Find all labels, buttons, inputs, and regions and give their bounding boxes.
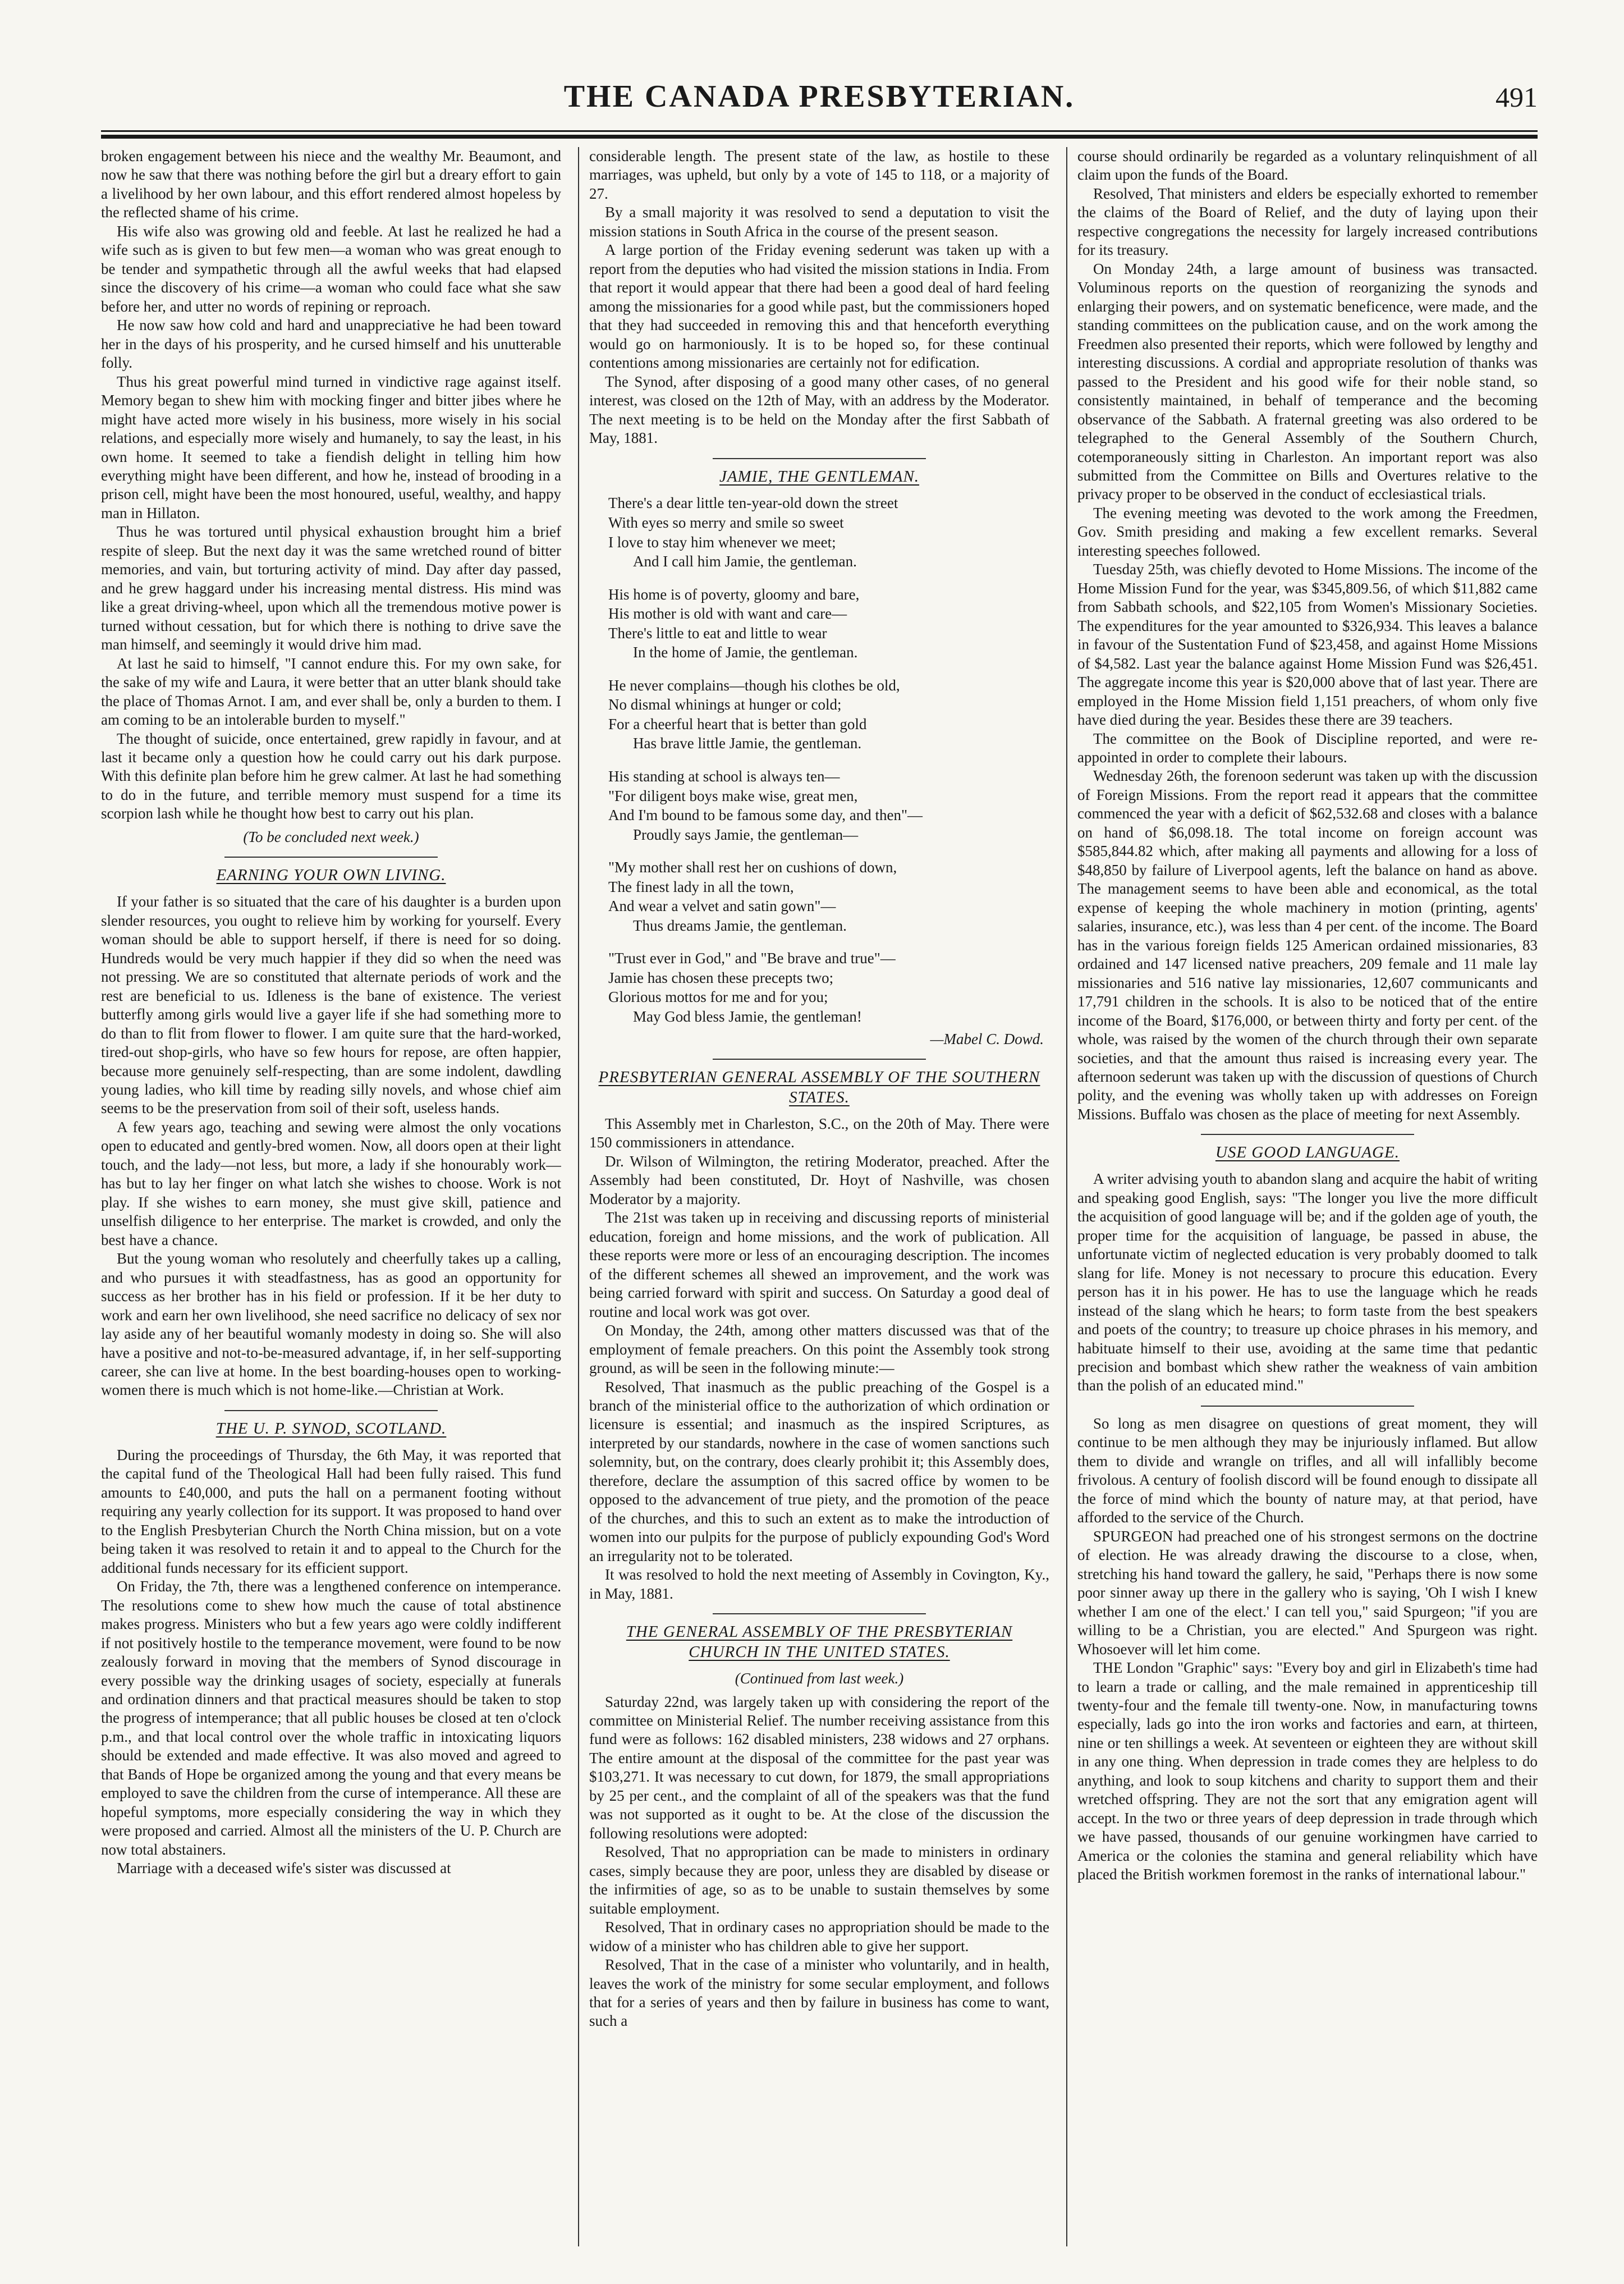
article-paragraph: A few years ago, teaching and sewing were almost the only vocations open to educated and gently-bred women. Now, all doors open at their light touch, and the lady—not less, but more, a lady if she honourably work—has but to lay her finger on what latch she wishes to choose. Work is not play. If she wishes to earn money, she must give skill, patience and unselfish diligence to her enterprise. The market is crowded, and only the best have a chance. bbox=[101, 1118, 561, 1248]
article-paragraph: On Monday 24th, a large amount of business was transacted. Voluminous reports on the question of reorganizing the synods and enlarging their powers, and on systematic beneficence, were made, and the standing committees on the publication cause, and on the work among the Freedmen also presented their reports, which were followed by lengthy and interesting discussions. A cordial and appropriate resolution of thanks was passed to the President and his good wife for their noble stand, so consistently maintained, in behalf of temperance and the becoming observance of the Sabbath. A fraternal greeting was also ordered to be telegraphed to the General Assembly of the Southern Church, cotemporaneously sitting in Charleston. An important report was also submitted from the Committee on Bills and Overtures relative to the privacy proper to be observed in the conduct of ecclesiastical trials. bbox=[1077, 260, 1538, 503]
article-paragraph: Saturday 22nd, was largely taken up with considering the report of the committee on Ministerial Relief. The number receiving assistance from this fund were as follows: 162 disabled ministers, 238 widows and 27 orphans. The entire amount at the disposal of the committee for the past year was $103,271. It was necessary to cut down, for 1879, the small appropriations by 25 per cent., and the complaint of all of the speakers was that the fund was not supported as it ought to be. At the close of the discussion the following resolutions were adopted: bbox=[589, 1693, 1049, 1842]
poem-title: JAMIE, THE GENTLEMAN. bbox=[719, 467, 920, 486]
article-paragraph: Wednesday 26th, the forenoon sederunt was taken up with the discussion of Foreign Missions. From the report read it appears that the committee commenced the year with a deficit of $62,532.68 and closes with a balance on hand of $6,098.18. The total income on foreign account was $585,844.82 which, after making all payments and allowing for a loss of $48,850 by failure of Liverpool agents, left the balance on hand as above. The management seems to have been able and economical, as the total expense of keeping the whole machinery in motion (printing, agents' salaries, insurance, etc.), was less than 4 per cent. of the income. The Board has in the various foreign fields 125 American ordained missionaries, 83 ordained and 147 licensed native preachers, 209 female and 11 male lay missionaries and 516 native lay missionaries, 12,607 communicants and 17,791 children in the schools. It is also to be noticed that of the entire income of the Board, $176,000, or between thirty and forty per cent. of the whole, was raised by the women of the church through their own separate societies, and that the amount thus raised is increasing every year. The afternoon sederunt was taken up with the discussion of questions of Church polity, and the evening was wholly taken up with addresses on Foreign Missions. Buffalo was chosen as the place of meeting for next Assembly. bbox=[1077, 767, 1538, 1123]
page-number: 491 bbox=[1495, 81, 1538, 113]
article-paragraph: On Monday, the 24th, among other matters discussed was that of the employment of female preachers. On this point the Assembly took strong ground, as will be seen in the following minute:— bbox=[589, 1322, 1049, 1377]
article-paragraph: By a small majority it was resolved to send a deputation to visit the mission stations in South Africa in the course of the present season. bbox=[589, 204, 1049, 240]
article-paragraph: He now saw how cold and hard and unappreciative he had been toward her in the days of his prosperity, and he cursed himself and his unutterable folly. bbox=[101, 317, 561, 372]
poem-line: With eyes so merry and smile so sweet bbox=[608, 514, 844, 531]
article-paragraph: The committee on the Book of Discipline reported, and were re-appointed in order to complete their labours. bbox=[1077, 730, 1538, 766]
article-paragraph: A writer advising youth to abandon slang and acquire the habit of writing and speaking good English, says: "The longer you live the more difficult the acquisition of good language will be; and if the golden age of youth, the proper time for the acquisition of language, be passed in abuse, the unfortunate victim of neglected education is very probably doomed to talk slang for life. Money is not necessary to procure this education. Every person has it in his power. He has to use the language which he reads instead of the slang which he hears; to form taste from the best speakers and poets of the country; to treasure up choice phrases in his memory, and habituate himself to their use, avoiding at the same time that pedantic precision and bombast which shew rather the weakness of vain ambition than the polish of an educated mind." bbox=[1077, 1170, 1538, 1394]
use-good-language-title: USE GOOD LANGUAGE. bbox=[1215, 1143, 1400, 1162]
article-paragraph: At last he said to himself, "I cannot endure this. For my own sake, for the sake of my wife and Laura, it were better that an utter blank should take the place of Thomas Arnot. I am, and ever shall be, only a burden to them. I am coming to be an intolerable burden to myself." bbox=[101, 654, 561, 729]
poem-line: Has brave little Jamie, the gentleman. bbox=[633, 735, 862, 752]
poem-line: I love to stay him whenever we meet; bbox=[608, 533, 836, 551]
article-paragraph: Marriage with a deceased wife's sister was discussed at bbox=[117, 1860, 451, 1877]
article-paragraph: This Assembly met in Charleston, S.C., on the 20th of May. There were 150 commissioners in attendance. bbox=[589, 1115, 1049, 1151]
section-rule bbox=[713, 458, 926, 459]
article-paragraph: A large portion of the Friday evening sederunt was taken up with a report from the deputies who had visited the mission stations in India. From that report it would appear that there had been a good deal of hard feeling among the missionaries for a good while past, but the commissioners hoped that they had succeeded in removing this and that henceforth everything would go on harmoniously. It is to be hoped so, for these continual contentions among missionaries are certainly not for edification. bbox=[589, 241, 1049, 372]
general-assembly-title: THE GENERAL ASSEMBLY OF THE PRESBYTERIAN CHURCH IN THE UNITED STATES. bbox=[626, 1623, 1013, 1661]
poem-line: No dismal whinings at hunger or cold; bbox=[608, 696, 842, 713]
poem-stanza bbox=[608, 949, 1049, 1026]
poem-line: Proudly says Jamie, the gentleman— bbox=[633, 826, 859, 843]
article-paragraph: SPURGEON had preached one of his strongest sermons on the doctrine of election. He was already drawing the discourse to a close, when, stretching his hand toward the gallery, he said, "Perhaps there is now some poor sinner away up there in the gallery who is saying, 'Oh I wish I knew whether I am one of the elect.' I can tell you," said Spurgeon; "if you are willing to be a Christian, you are elected." And Spurgeon was right. Whosoever will let him come. bbox=[1077, 1527, 1538, 1658]
header-rule-thick bbox=[101, 135, 1538, 139]
article-paragraph: considerable length. The present state of the law, as hostile to these marriages, was upheld, but only by a vote of 145 to 118, or a majority of 27. bbox=[589, 148, 1049, 202]
poem-line: Glorious mottos for me and for you; bbox=[608, 988, 828, 1006]
article-paragraph: The 21st was taken up in receiving and discussing reports of ministerial education, foreign and home missions, and the work of publication. All these reports were more or less of an encouraging description. The incomes of the different schemes all shewed an improvement, and the work was being carried forward with spirit and success. On Saturday a good deal of routine and local work was got over. bbox=[589, 1209, 1049, 1320]
poem-line: Jamie has chosen these precepts two; bbox=[608, 969, 834, 986]
poem-line: "Trust ever in God," and "Be brave and true"— bbox=[608, 950, 896, 967]
section-rule bbox=[224, 1410, 438, 1411]
article-paragraph: If your father is so situated that the care of his daughter is a burden upon slender resources, you ought to relieve him by working for yourself. Every woman should be able to support herself, if there is need for so doing. Hundreds would be very much happier if they did so when the need was not pressing. We are so constituted that alternate periods of work and the rest are beneficial to us. Idleness is the bane of existence. The veriest butterfly among girls would live a gayer life if she had something more to do than to flit from flower to flower. I am quite sure that the hard-worked, tired-out shop-girls, who have so few hours for repose, are often happier, because more genuinely self-respecting, than are some indolent, dawdling young ladies, who kill time by reading silly novels, and whose chief aim seems to be the preservation from soil of their soft, useless hands. bbox=[101, 893, 561, 1117]
page-header bbox=[101, 79, 1538, 129]
story-continuation bbox=[101, 147, 561, 846]
article-paragraph: So long as men disagree on questions of great moment, they will continue to be men although they may be injuriously inflamed. But allow them to divide and wrangle on trifles, and all will infallibly become frivolous. A century of foolish discord will be found enough to dissipate all the force of mind which the bounty of nature may, at that period, have afforded to the service of the Church. bbox=[1077, 1415, 1538, 1526]
section-rule bbox=[713, 1613, 926, 1614]
poem-line: His standing at school is always ten— bbox=[608, 768, 840, 785]
poem-line: He never complains—though his clothes be old, bbox=[608, 676, 900, 694]
article-paragraph: Resolved, That in the case of a minister who voluntarily, and in health, leaves the work of the ministry for some secular employment, and follows that for a series of years and then by failure in business has come to want, such a bbox=[589, 1956, 1049, 2030]
poem-line: The finest lady in all the town, bbox=[608, 878, 794, 895]
column-3 bbox=[1077, 147, 1538, 2258]
poem-stanza bbox=[608, 493, 1049, 571]
poem-stanza bbox=[608, 676, 1049, 753]
article-paragraph: The thought of suicide, once entertained, grew rapidly in favour, and at last it became only a question how he could carry out his dark purpose. With this definite plan before him he grew calmer. At last he had something to do in the future, and terrible memory must suspend for a time its scorpion lash while he thought how best to carry out his plan. bbox=[101, 730, 561, 822]
poem-line: And I'm bound to be famous some day, and then"— bbox=[608, 807, 923, 824]
synod-title: THE U. P. SYNOD, SCOTLAND. bbox=[215, 1419, 447, 1438]
continued-note: (Continued from last week.) bbox=[735, 1670, 904, 1687]
section-heading bbox=[101, 857, 561, 886]
earning-living-title: EARNING YOUR OWN LIVING. bbox=[216, 866, 446, 885]
masthead-title: THE CANADA PRESBYTERIAN. bbox=[563, 79, 1075, 114]
section-heading bbox=[589, 1613, 1049, 1663]
section-heading bbox=[1077, 1134, 1538, 1163]
article-paragraph: Resolved, That in ordinary cases no appropriation should be made to the widow of a minister who has children able to give her support. bbox=[589, 1919, 1049, 1955]
article-paragraph: On Friday, the 7th, there was a lengthened conference on intemperance. The resolutions come to shew how much the cause of total abstinence makes progress. Ministers who but a few years ago were coldly indifferent if not positively hostile to the temperance movement, were found to be now zealously forward in moving that the members of Synod discourage in every possible way the drinking usages of society, especially at funerals and ordination dinners and that practical measures should be taken to stop the progress of intemperance; that all public houses be closed at ten o'clock p.m., and that local control over the whole traffic in intoxicating liquors should be extended and made effective. It was also moved and agreed to that Bands of Hope be organized among the young and that every means be employed to save the children from the curse of intemperance. All these are hopeful symptoms, more especially considering the way in which they were proposed and carried. Almost all the ministers of the U. P. Church are now total abstainers. bbox=[101, 1578, 561, 1858]
article-paragraph: His wife also was growing old and feeble. At last he realized he had a wife such as is given to but few men—a woman who was great enough to be tender and sympathetic through all the awful weeks that had elapsed since the discovery of his crime—a woman who could face what she saw before her, and utter no words of repining or reproach. bbox=[101, 222, 561, 315]
column-divider-1 bbox=[578, 147, 579, 2246]
section-heading bbox=[589, 1059, 1049, 1108]
article-paragraph: THE London "Graphic" says: "Every boy and girl in Elizabeth's time had to learn a trade or calling, and the male remained in apprenticeship till twenty-four and the female till twenty-one. Now, in manufacturing towns especially, lads go into the iron works and factories and earn, at thirteen, nine or ten shillings a week. At seventeen or eighteen they are without skill in any one thing. When depression in trade comes they are helpless to do anything, and look to soup kitchens and charity to support them and their wretched offspring. They are not the sort that any emigration agent will accept. In the two or three years of deep depression in trade through which we have passed, thousands of our genuine workingmen have carried to America or the colonies the stamina and general reliability which have placed the British workmen foremost in the ranks of international labour." bbox=[1077, 1659, 1538, 1883]
section-heading bbox=[101, 1410, 561, 1439]
continued-note: (To be concluded next week.) bbox=[243, 828, 419, 845]
poem-stanza bbox=[608, 585, 1049, 662]
poem-stanza bbox=[608, 858, 1049, 935]
column-1 bbox=[101, 147, 561, 2258]
article-paragraph: course should ordinarily be regarded as a voluntary relinquishment of all claim upon the funds of the Board. bbox=[1077, 148, 1538, 184]
article-paragraph: But the young woman who resolutely and cheerfully takes up a calling, and who pursues it with steadfastness, has as good an opportunity for success as her brother has in his field or profession. If it be her duty to work and earn her own livelihood, she need sacrifice no delicacy of sex nor lay aside any of her beautiful womanly modesty in doing so. She will also have a positive and not-to-be-measured advantage, if, in her self-supporting career, she can live at home. In the best boarding-houses open to working-women there is much which is not home-like.—Christian at Work. bbox=[101, 1250, 561, 1399]
article-paragraph: Resolved, That inasmuch as the public preaching of the Gospel is a branch of the ministerial office to the authorization of which ordination or licensure is essential; and inasmuch as the inspired Scriptures, as interpreted by our standards, nowhere in the case of women sanctions such solemnity, but, on the contrary, does clearly prohibit it; this Assembly does, therefore, declare the assumption of this sacred office by women to be opposed to the advancement of true piety, and the promotion of the peace of the churches, and this to such an extent as to make the introduction of women into our pulpits for the purpose of publicly expounding God's Word an irregularity not to be tolerated. bbox=[589, 1378, 1049, 1564]
article-paragraph: Thus he was tortured until physical exhaustion brought him a brief respite of sleep. But the next day it was the same wretched round of bitter memories, and vain, but torturing activity of mind. Day after day passed, and he grew haggard under his increasing mental distress. His mind was like a great driving-wheel, upon which all the tremendous motive power is turned without cessation, but for which there is nothing to drive save the man himself, and seemingly it would drive him mad. bbox=[101, 523, 561, 653]
poem bbox=[608, 493, 1049, 1026]
poem-author: —Mabel C. Dowd. bbox=[930, 1030, 1044, 1047]
article-paragraph: Resolved, That no appropriation can be made to ministers in ordinary cases, simply because they are poor, unless they are disabled by disease or the infirmities of age, so as to be unable to sustain themselves by some suitable employment. bbox=[589, 1843, 1049, 1917]
article-paragraph: During the proceedings of Thursday, the 6th May, it was reported that the capital fund of the Theological Hall had been fully raised. This fund amounts to £40,000, and puts the hall on a permanent footing without requiring any yearly collection for its support. It was proposed to hand over to the English Presbyterian Church the North China mission, but on a vote being taken it was resolved to retain it and to appeal to the Church for the additional funds necessary for its efficient support. bbox=[101, 1446, 561, 1576]
article-paragraph: Dr. Wilson of Wilmington, the retiring Moderator, preached. After the Assembly had been constituted, Dr. Hoyt of Nashville, was chosen Moderator by a majority. bbox=[589, 1152, 1049, 1207]
article-paragraph: Thus his great powerful mind turned in vindictive rage against itself. Memory began to shew him with mocking finger and bitter jibes where he might have acted more wisely in his business, more wisely in his social relations, and especially more wisely and humanely, to say the least, in his own home. It seemed to take a fiendish delight in telling him how everything might have been different, and how he, instead of brooding in a prison cell, might have been the most honoured, useful, wealthy, and happy man in Hillaton. bbox=[101, 373, 561, 521]
poem-line: There's a dear little ten-year-old down the street bbox=[608, 495, 898, 512]
poem-line: "For diligent boys make wise, great men, bbox=[608, 787, 858, 804]
section-separator bbox=[1077, 1406, 1538, 1407]
poem-line: Thus dreams Jamie, the gentleman. bbox=[633, 917, 847, 934]
poem-line: And wear a velvet and satin gown"— bbox=[608, 898, 836, 915]
header-rule-thin bbox=[101, 130, 1538, 132]
poem-line: For a cheerful heart that is better than gold bbox=[608, 715, 867, 733]
poem-line: There's little to eat and little to wear bbox=[608, 624, 827, 642]
southern-assembly-title: PRESBYTERIAN GENERAL ASSEMBLY OF THE SOUTHERN STATES. bbox=[598, 1068, 1040, 1106]
article-paragraph: The Synod, after disposing of a good many other cases, of no general interest, was closed on the 12th of May, with an address by the Moderator. The next meeting is to be held on the Monday after the first Sabbath of May, 1881. bbox=[589, 373, 1049, 447]
article-paragraph: Resolved, That ministers and elders be especially exhorted to remember the claims of the Board of Relief, and the duty of laying upon their respective congregations the necessity for largely increased contributions for its treasury. bbox=[1077, 185, 1538, 259]
section-rule bbox=[1201, 1134, 1414, 1135]
section-rule bbox=[713, 1059, 926, 1060]
poem-line: "My mother shall rest her on cushions of down, bbox=[608, 859, 897, 876]
column-divider-2 bbox=[1066, 147, 1067, 2246]
section-rule bbox=[224, 857, 438, 858]
poem-line: His mother is old with want and care— bbox=[608, 605, 847, 623]
section-heading bbox=[589, 458, 1049, 487]
article-paragraph: broken engagement between his niece and the wealthy Mr. Beaumont, and now he saw that there was nothing before the girl but a dreary effort to gain a livelihood by her own labour, and this effort rendered almost hopeless by the reflected shame of his crime. bbox=[101, 148, 561, 221]
article-paragraph: It was resolved to hold the next meeting of Assembly in Covington, Ky., in May, 1881. bbox=[589, 1566, 1049, 1602]
column-2 bbox=[589, 147, 1049, 2258]
poem-line: In the home of Jamie, the gentleman. bbox=[633, 644, 858, 661]
poem-line: His home is of poverty, gloomy and bare, bbox=[608, 585, 860, 603]
section-rule bbox=[1201, 1406, 1414, 1407]
article-paragraph: The evening meeting was devoted to the work among the Freedmen, Gov. Smith presiding and making a few excellent remarks. Several interesting speeches followed. bbox=[1077, 504, 1538, 559]
poem-stanza bbox=[608, 767, 1049, 844]
article-paragraph: Tuesday 25th, was chiefly devoted to Home Missions. The income of the Home Mission Fund for the year, was $345,809.56, of which $11,882 came from Sabbath schools, and $22,105 from Women's Missionary Societies. The expenditures for the year amounted to $326,934. This leaves a balance in favour of the Sustentation Fund of $23,458, and against Home Missions of $4,582. Last year the balance against Home Mission Fund was $26,451. The aggregate income this year is $20,000 above that of last year. There are employed in the Home Mission field 1,151 preachers, of whom only five have died during the year. Besides these there are 39 teachers. bbox=[1077, 561, 1538, 729]
poem-line: May God bless Jamie, the gentleman! bbox=[633, 1008, 862, 1026]
poem-line: And I call him Jamie, the gentleman. bbox=[633, 553, 857, 570]
